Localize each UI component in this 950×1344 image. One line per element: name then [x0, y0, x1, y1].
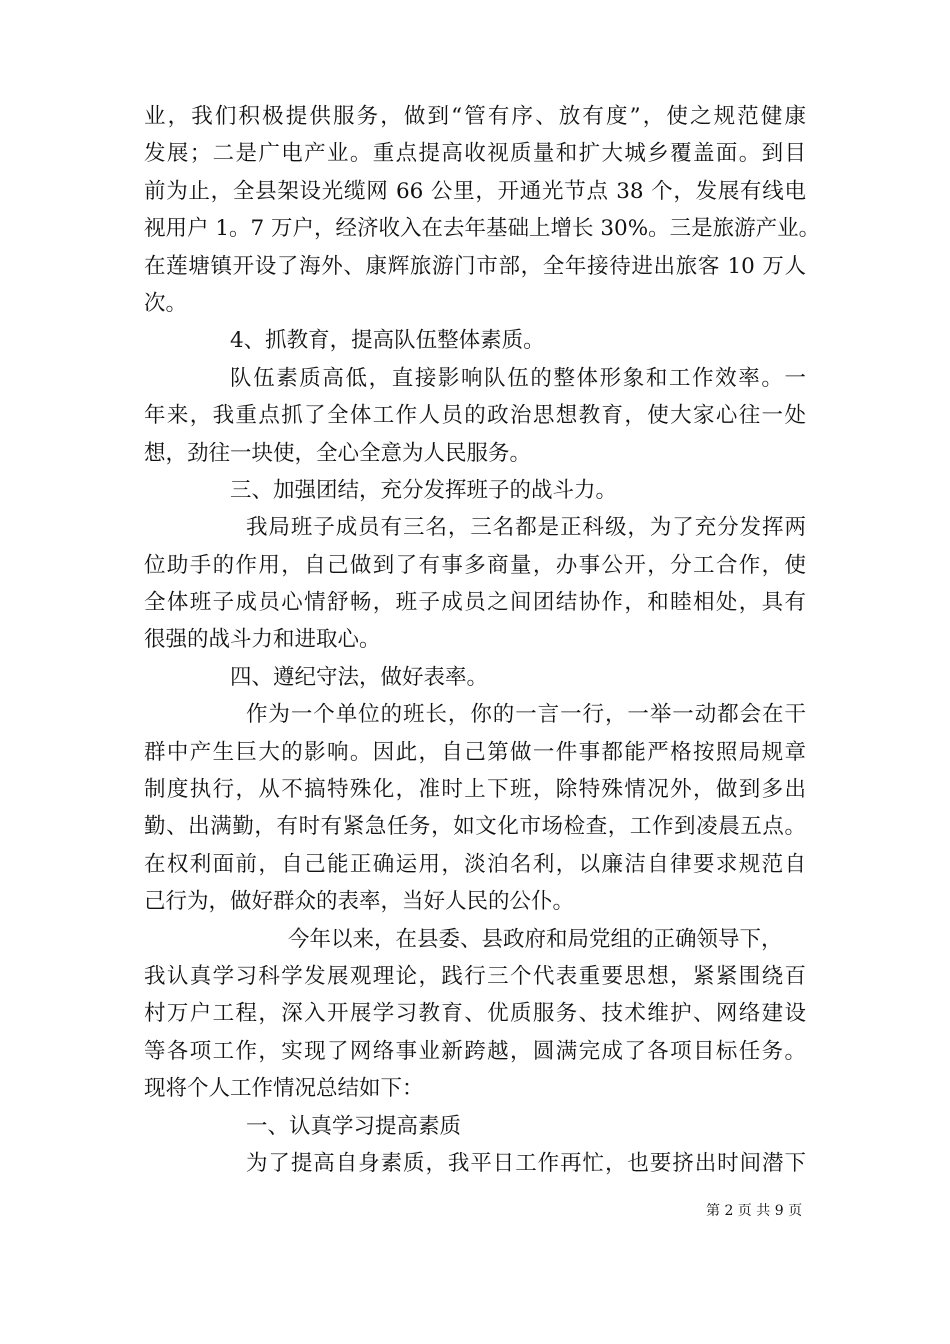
text-line: 制度执行，从不搞特殊化，准时上下班，除特殊情况外，做到多出 [144, 777, 806, 803]
text-line: 现将个人工作情况总结如下： [144, 1076, 424, 1102]
text-line: 勤、出满勤，有时有紧急任务，如文化市场检查，工作到凌晨五点。 [144, 814, 806, 840]
text-line: 次。 [144, 290, 188, 316]
text-line: 位助手的作用，自己做到了有事多商量，办事公开，分工合作，使 [144, 552, 806, 578]
text-line: 群中产生巨大的影响。因此，自己第做一件事都能严格按照局规章 [144, 739, 806, 765]
text-line: 视用户 1。7 万户，经济收入在去年基础上增长 30%。三是旅游产业。 [144, 216, 821, 242]
text-line: 在权利面前，自己能正确运用，淡泊名利，以廉洁自律要求规范自 [144, 851, 806, 877]
text-line: 等各项工作，实现了网络事业新跨越，圆满完成了各项目标任务。 [144, 1038, 806, 1064]
page-number: 第 2 页 共 9 页 [706, 1203, 803, 1219]
text-line: 今年以来，在县委、县政府和局党组的正确领导下， [288, 926, 783, 952]
section-heading: 三、加强团结，充分发挥班子的战斗力。 [230, 477, 618, 503]
text-line: 业，我们积极提供服务，做到“管有序、放有度”，使之规范健康 [144, 104, 806, 129]
section-heading: 四、遵纪守法，做好表率。 [230, 664, 489, 690]
text-line: 己行为，做好群众的表率，当好人民的公仆。 [144, 889, 575, 915]
text-line: 发展；二是广电产业。重点提高收视质量和扩大城乡覆盖面。到目 [144, 141, 806, 167]
section-heading: 一、认真学习提高素质 [246, 1113, 462, 1139]
text-line: 前为止，全县架设光缆网 66 公里，开通光节点 38 个，发展有线电 [144, 178, 806, 204]
text-line: 我局班子成员有三名，三名都是正科级，为了充分发挥两 [246, 515, 806, 541]
text-line: 想，劲往一块使，全心全意为人民服务。 [144, 440, 532, 466]
text-line: 为了提高自身素质，我平日工作再忙，也要挤出时间潜下 [246, 1150, 806, 1176]
text-line: 我认真学习科学发展观理论，践行三个代表重要思想，紧紧围绕百 [144, 963, 806, 989]
text-line: 在莲塘镇开设了海外、康辉旅游门市部，全年接待进出旅客 10 万人 [144, 253, 806, 279]
text-line: 很强的战斗力和进取心。 [144, 627, 381, 653]
text-line: 队伍素质高低，直接影响队伍的整体形象和工作效率。一 [230, 365, 806, 391]
text-line: 作为一个单位的班长，你的一言一行，一举一动都会在干 [246, 702, 806, 728]
document-body [144, 98, 821, 1182]
text-line: 村万户工程，深入开展学习教育、优质服务、技术维护、网络建设 [144, 1001, 806, 1027]
text-line: 年来，我重点抓了全体工作人员的政治思想教育，使大家心往一处 [144, 403, 806, 429]
text-line: 全体班子成员心情舒畅，班子成员之间团结协作，和睦相处，具有 [144, 590, 806, 616]
section-heading: 4、抓教育，提高队伍整体素质。 [230, 328, 545, 354]
